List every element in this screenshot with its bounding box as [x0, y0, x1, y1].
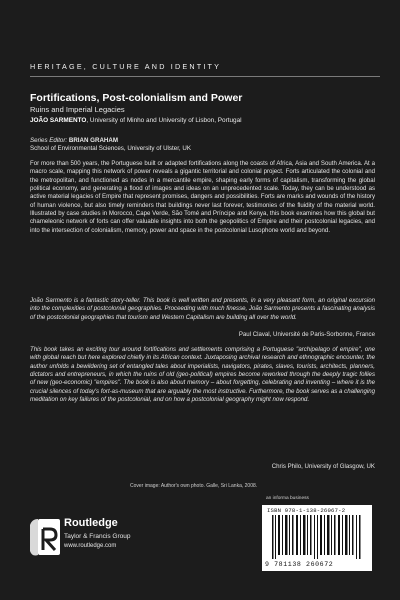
publisher-website: www.routledge.com: [64, 543, 117, 549]
author-line: [30, 117, 375, 124]
barcode-digits: 9 781138 260672: [265, 561, 334, 568]
barcode-bars: [272, 515, 364, 559]
series-editor-affiliation: School of Environmental Sciences, University of Ulster, UK: [30, 145, 191, 152]
routledge-book-logo-icon: [28, 517, 62, 566]
divider: [30, 76, 380, 77]
series-editor: [30, 137, 191, 153]
author-name: JOÃO SARMENTO: [30, 117, 87, 124]
series-editor-name: BRIAN GRAHAM: [68, 137, 119, 144]
review-1-attribution: Paul Claval, Université de Paris-Sorbonne, France: [238, 331, 375, 338]
informa-business-label: an informa business: [266, 496, 309, 501]
book-title: Fortifications, Post-colonialism and Power: [30, 92, 243, 104]
review-2-text: This book takes an exciting tour around fortifications and settlements comprising a Portuguese "archipelago of empire", one with global reach but here explored chiefly in its African context. Juxtaposing archival research and ethnographic encounter, the author unfolds a bewildering set of entangled tales about imperialists, navigators, pirates, slaves, tourists, architects, planners, dictators and entrepreneurs, in which the ruins of old (geo-political) empires become reworked through the deeply tragic follies of new (geo-economic) "empires". The book is also about memory – about forgetting, celebrating and inventing – where it is the crucial silences of today's fort-as-museum that are arguably the most instructive. Furthermore, the book serves as a challenging meditation on key failures of the postcolonial, and on how a postcolonial geography might now respond.: [30, 346, 375, 404]
isbn-text: ISBN 978-1-138-26067-2: [267, 507, 346, 514]
series-editor-label: Series Editor:: [30, 137, 69, 144]
review-1-text: João Sarmento is a fantastic story-teller. This book is well written and presents, in a very pleasant form, an original excursion into the complexities of postcolonial geographies. Proceeding with much finesse, João Sarmento presents a fascinating analysis of the postcolonial geographies that tourism and Western Capitalism are building all over the world.: [30, 297, 375, 321]
review-2-attribution: Chris Philo, University of Glasgow, UK: [271, 463, 375, 470]
publisher-group: Taylor & Francis Group: [64, 533, 131, 540]
book-blurb: For more than 500 years, the Portuguese built or adapted fortifications along the coasts of Africa, Asia and South America. At a macro scale, mapping this network of power reveals a gigantic territorial and colonial project. Forts articulated the colonial and the metropolitan, and functioned as nodes in a mercantile empire, shaping early forms of capitalism, transforming the global political economy, and generating a flood of images and ideas on an unprecedented scale. Today, they can be understood as active material legacies of Empire that represent promises, dangers and possibilities. Forts are marks and wounds of the history of human violence, but also timely reminders that buildings never last forever, testimonies of the fluidity of the material world. Illustrated by case studies in Morocco, Cape Verde, São Tomé and Príncipe and Kenya, this book examines how this global but chameleonic network of forts can offer valuable insights into both the geopolitics of Empire and their postcolonial legacies, and into the intersection of colonialism, memory, power and space in the postcolonial Lusophone world and beyond.: [30, 160, 375, 234]
publisher-name: Routledge: [64, 517, 118, 529]
author-affiliation: , University of Minho and University of Lisbon, Portugal: [86, 117, 242, 124]
book-subtitle: Ruins and Imperial Legacies: [30, 105, 125, 114]
barcode-box: [262, 505, 372, 571]
cover-image-caption: Cover image: Author's own photo. Galle, Sri Lanka, 2008.: [130, 483, 258, 489]
series-label: HERITAGE, CULTURE AND IDENTITY: [30, 62, 222, 71]
barcode: [262, 497, 372, 572]
